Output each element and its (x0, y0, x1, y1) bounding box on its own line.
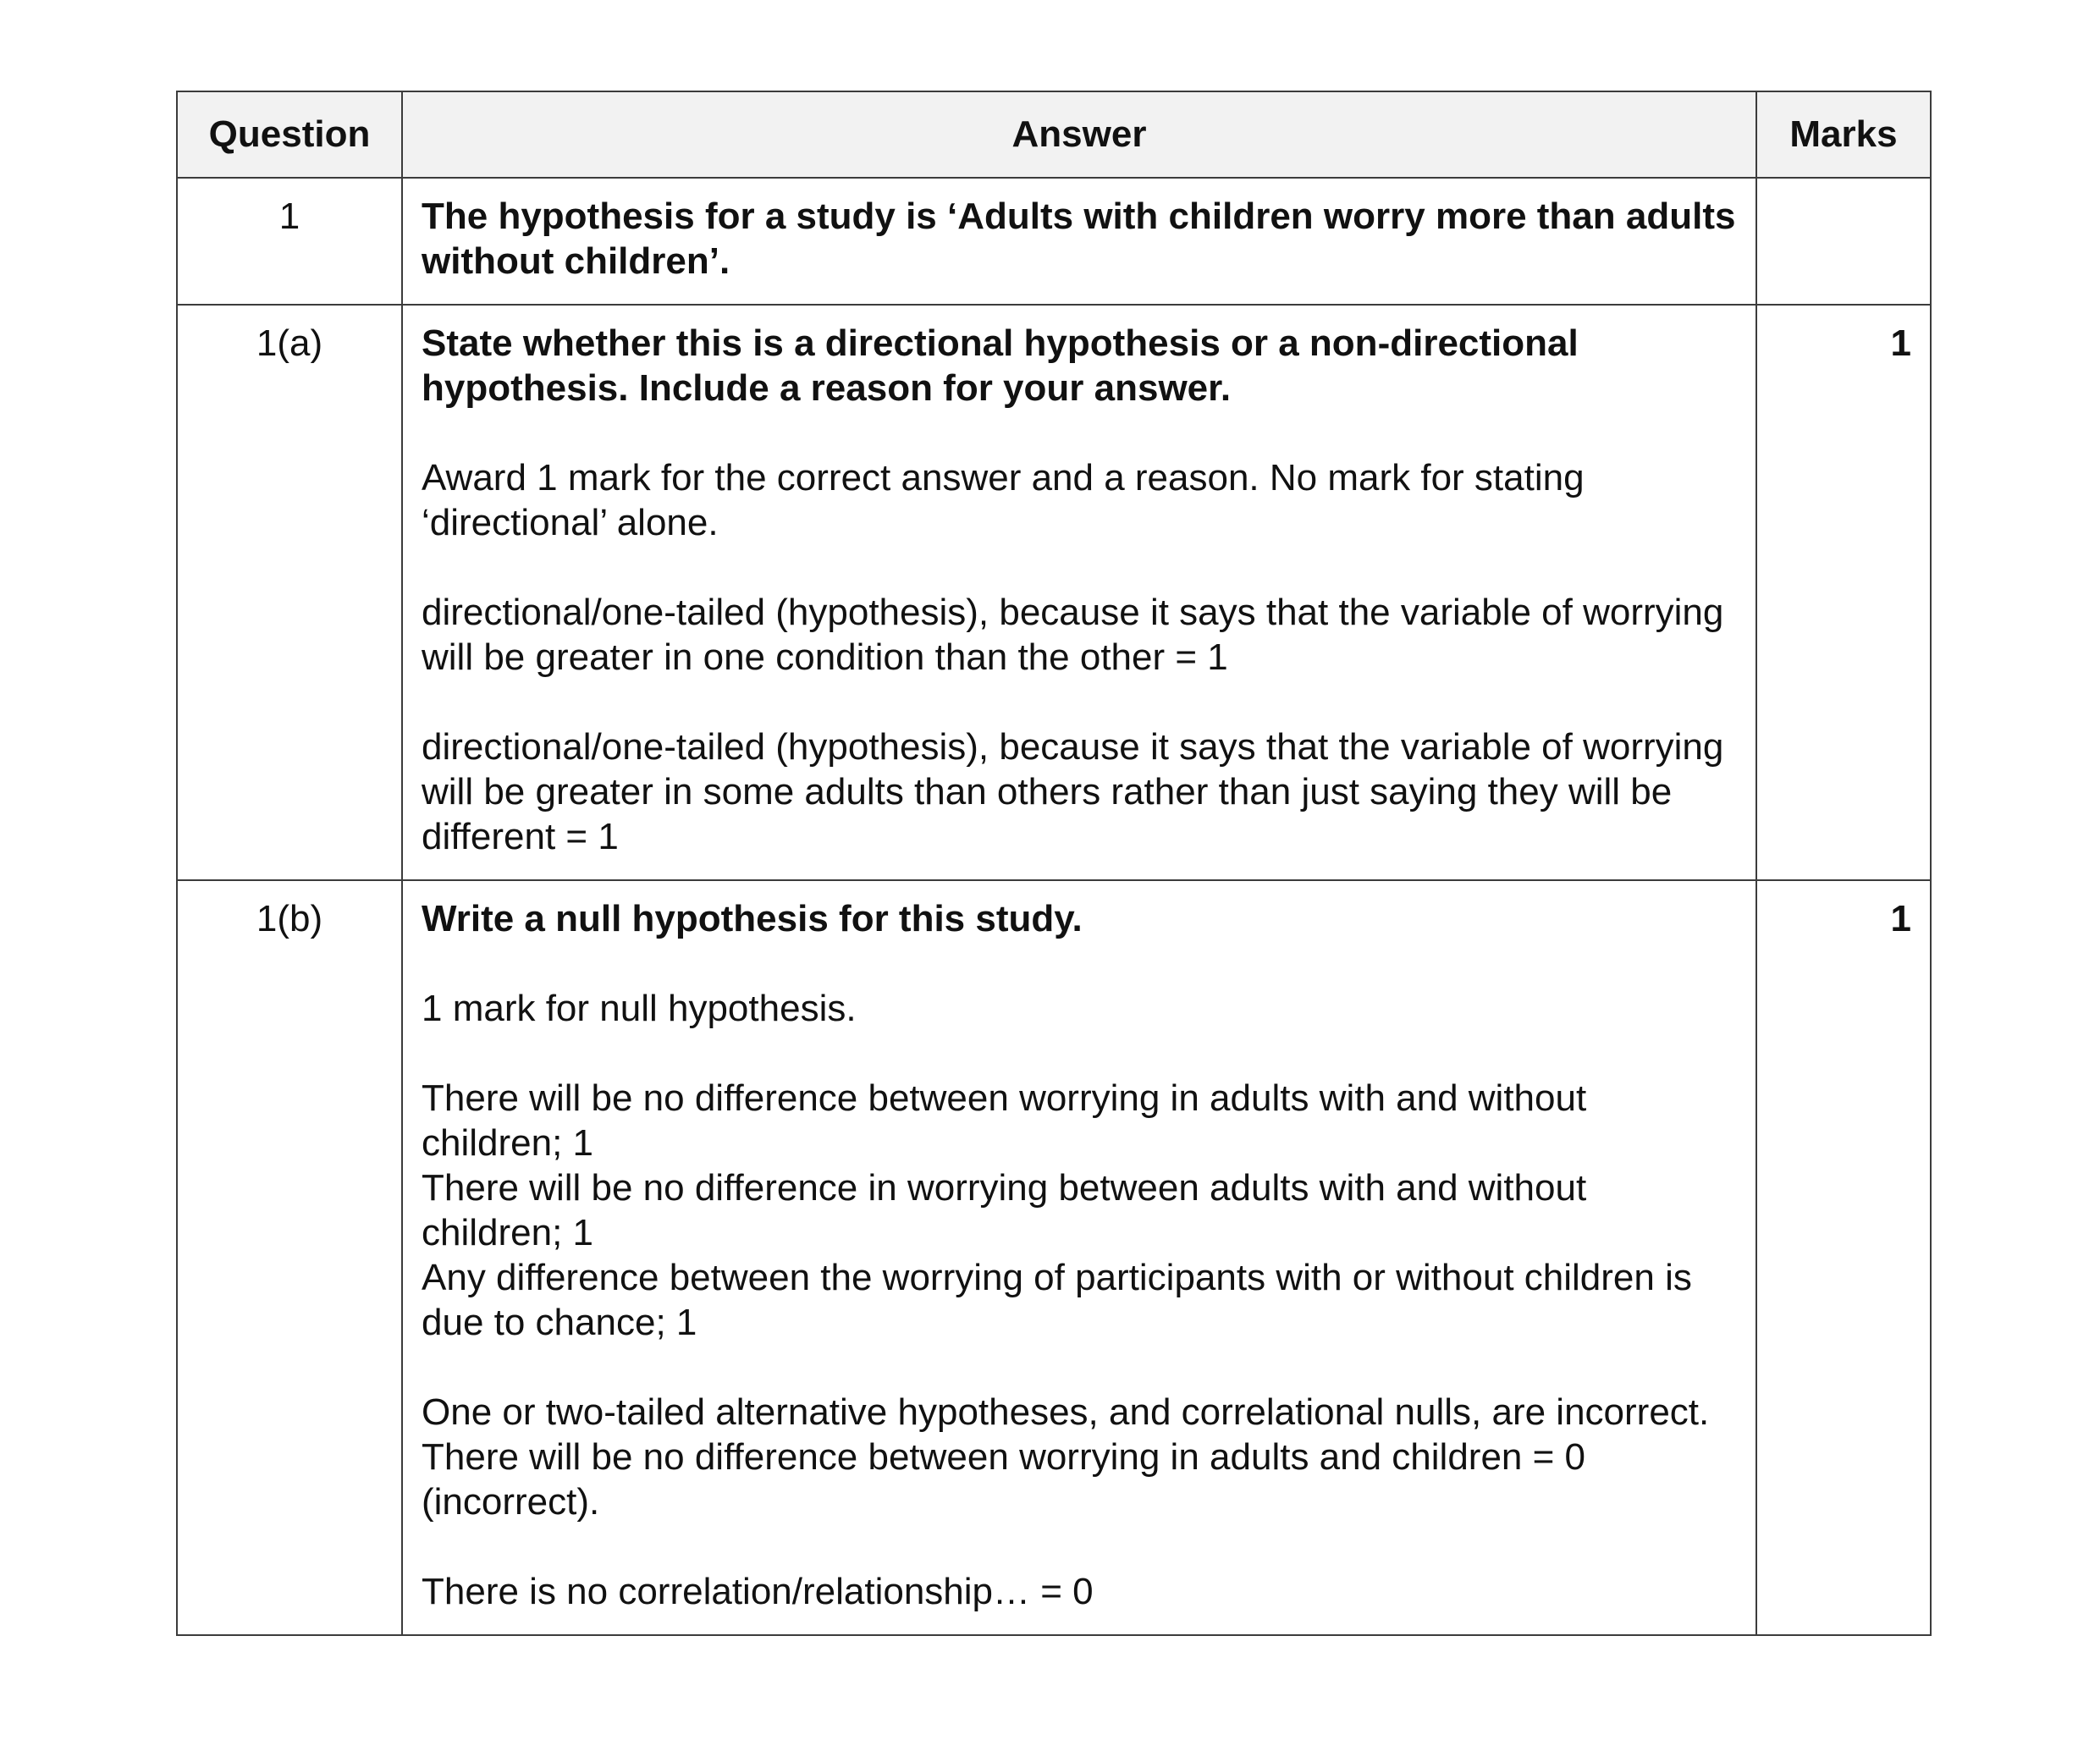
answer-cell (402, 880, 1756, 1635)
table-row (177, 178, 1931, 305)
accepted-answer: Any difference between the worrying of participants with or without children is due to chance; 1 (422, 1257, 1692, 1343)
accepted-answer: There will be no difference between worrying in adults with and without children; 1 (422, 1077, 1587, 1164)
question-number: 1 (177, 178, 402, 305)
question-number: 1(b) (177, 880, 402, 1635)
question-prompt: State whether this is a directional hypothesis or a non-directional hypothesis. Include a reason for your answer. (422, 322, 1579, 409)
answer-cell (402, 178, 1756, 305)
question-number: 1(a) (177, 305, 402, 880)
table-row (177, 880, 1931, 1635)
question-prompt: The hypothesis for a study is ‘Adults with children worry more than adults without children’. (422, 196, 1736, 282)
marks-cell: 1 (1756, 880, 1931, 1635)
accepted-answer: directional/one-tailed (hypothesis), because it says that the variable of worrying will be greater in some adults than others rather than just saying they will be different = 1 (422, 726, 1724, 857)
header-marks: Marks (1756, 91, 1931, 178)
marking-note: There is no correlation/relationship… = 0 (422, 1571, 1094, 1612)
marks-cell: 1 (1756, 305, 1931, 880)
question-prompt: Write a null hypothesis for this study. (422, 898, 1083, 939)
marking-note: There will be no difference between worrying in adults and children = 0 (incorrect). (422, 1436, 1585, 1523)
answer-cell (402, 305, 1756, 880)
header-question: Question (177, 91, 402, 178)
header-answer: Answer (402, 91, 1756, 178)
mark-scheme-table (176, 91, 1932, 1636)
marking-note: One or two-tailed alternative hypotheses, and correlational nulls, are incorrect. (422, 1391, 1710, 1433)
accepted-answer: There will be no difference in worrying between adults with and without children; 1 (422, 1167, 1587, 1253)
marking-guidance: 1 mark for null hypothesis. (422, 988, 857, 1029)
header-row (177, 91, 1931, 178)
accepted-answer: directional/one-tailed (hypothesis), because it says that the variable of worrying will be greater in one condition than the other = 1 (422, 592, 1724, 678)
marks-cell (1756, 178, 1931, 305)
marking-guidance: Award 1 mark for the correct answer and a reason. No mark for stating ‘directional’ alone. (422, 457, 1585, 543)
table-row (177, 305, 1931, 880)
